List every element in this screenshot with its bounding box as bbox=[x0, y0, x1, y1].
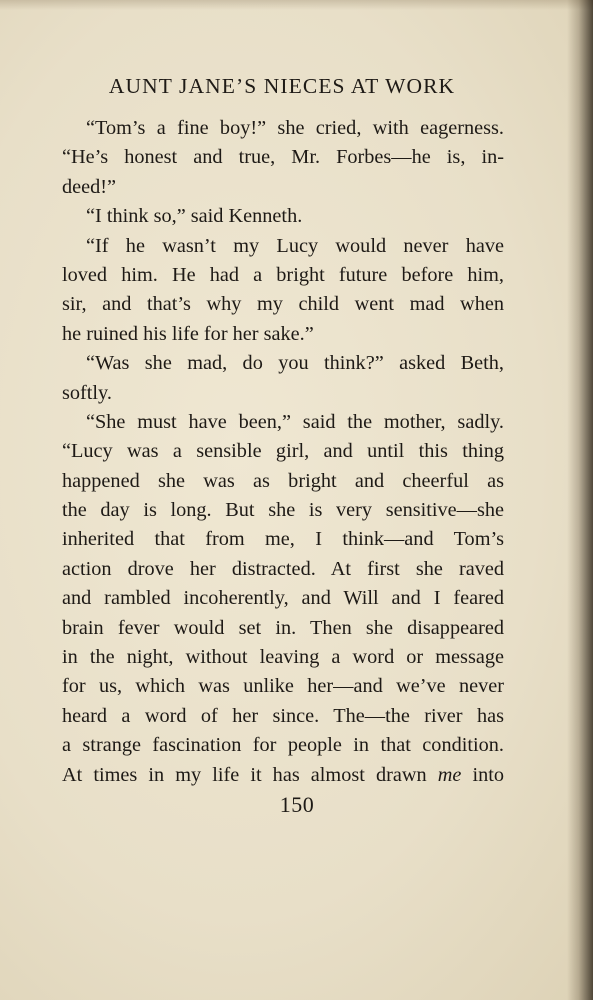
text-line: deed!” bbox=[62, 175, 117, 198]
text-line: action drove her distracted. At first she raved bbox=[62, 557, 504, 580]
page-number: 150 bbox=[279, 792, 315, 817]
page-top-edge bbox=[0, 0, 593, 10]
page-edge-shadow bbox=[567, 0, 593, 1000]
running-head: AUNT JANE’S NIECES AT WORK bbox=[108, 74, 456, 98]
text-line: “He’s honest and true, Mr. Forbes—he is, in- bbox=[62, 146, 504, 169]
text-line: “She must have been,” said the mother, sadly. bbox=[86, 410, 504, 433]
text-line: inherited that from me, I think—and Tom’s bbox=[62, 528, 504, 551]
emphasized-word: me bbox=[437, 763, 462, 786]
text-line: and rambled incoherently, and Will and I feared bbox=[62, 587, 504, 610]
text-line: At times in my life it has almost drawn me into bbox=[62, 763, 505, 786]
text-line: he ruined his life for her sake.” bbox=[62, 322, 314, 345]
text-line: heard a word of her since. The—the river has bbox=[62, 704, 504, 727]
text-line: “I think so,” said Kenneth. bbox=[86, 205, 303, 228]
text-line: “Lucy was a sensible girl, and until this thing bbox=[62, 440, 504, 463]
text-line: happened she was as bright and cheerful as bbox=[62, 469, 504, 492]
text-line: the day is long. But she is very sensitive—she bbox=[62, 499, 504, 522]
text-line: brain fever would set in. Then she disappeared bbox=[62, 616, 504, 639]
text-line: for us, which was unlike her—and we’ve never bbox=[62, 675, 504, 698]
text-line: “Was she mad, do you think?” asked Beth, bbox=[86, 352, 504, 375]
text-line: softly. bbox=[62, 381, 112, 404]
text-line: loved him. He had a bright future before him, bbox=[62, 263, 504, 286]
text-line: a strange fascination for people in that condition. bbox=[62, 734, 504, 757]
body-text bbox=[62, 114, 504, 790]
text-line: sir, and that’s why my child went mad when bbox=[62, 293, 504, 316]
text-line: “If he wasn’t my Lucy would never have bbox=[86, 234, 504, 257]
text-line: “Tom’s a fine boy!” she cried, with eagerness. bbox=[86, 117, 504, 139]
text-line: in the night, without leaving a word or message bbox=[62, 646, 504, 669]
